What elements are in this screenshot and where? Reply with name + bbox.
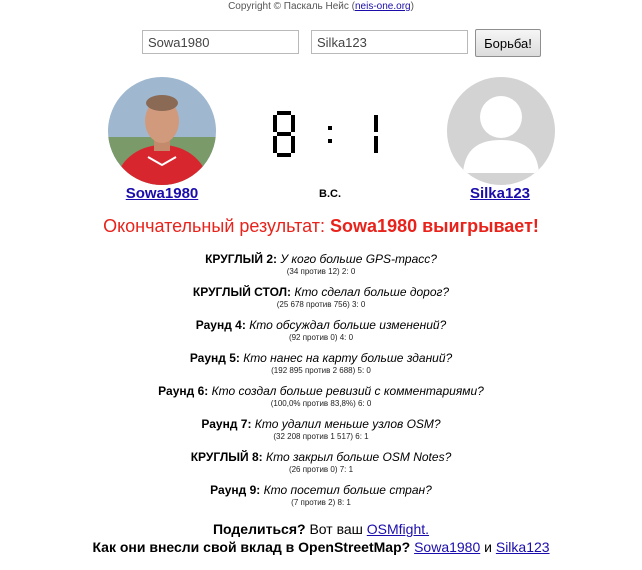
share-line xyxy=(0,520,642,538)
contribution-and: и xyxy=(484,539,492,555)
final-result xyxy=(0,216,642,237)
round-label: КРУГЛЫЙ 2: xyxy=(205,252,278,266)
round-label: Раунд 4: xyxy=(195,318,246,332)
round-question: Кто закрыл больше OSM Notes? xyxy=(266,450,452,464)
round-detail: (26 против 0) 7: 1 xyxy=(288,465,354,474)
contribution-label: Как они внесли свой вклад в OpenStreetMap? xyxy=(92,539,411,555)
round-item xyxy=(0,450,642,483)
vs-label: В.С. xyxy=(319,188,341,200)
round-detail: (7 против 2) 8: 1 xyxy=(291,498,351,507)
round-item xyxy=(0,351,642,384)
round-label: КРУГЛЫЙ 8: xyxy=(190,450,263,464)
round-item xyxy=(0,483,642,516)
round-question: Кто обсуждал больше изменений? xyxy=(249,318,447,332)
rounds-list xyxy=(0,252,642,516)
round-item xyxy=(0,252,642,285)
share-text: Вот ваш xyxy=(309,521,363,537)
osmfight-link[interactable]: OSMfight. xyxy=(366,521,430,537)
round-detail: (25 678 против 756) 3: 0 xyxy=(276,300,366,309)
default-avatar-icon xyxy=(447,77,555,185)
copyright-line xyxy=(0,0,642,13)
user1-avatar[interactable] xyxy=(108,77,216,185)
round-detail: (192 895 против 2 688) 5: 0 xyxy=(271,366,371,375)
round-label: Раунд 6: xyxy=(158,384,209,398)
copyright-end: ) xyxy=(410,1,414,12)
user2-input[interactable] xyxy=(311,30,468,54)
copyright-text: Copyright © Паскаль Нейс ( xyxy=(228,1,355,12)
score-right-digit xyxy=(374,115,378,153)
winner-text: Sowa1980 выигрывает! xyxy=(330,216,539,236)
user1-photo xyxy=(108,77,216,185)
share-label: Поделиться? xyxy=(212,521,306,537)
score-display xyxy=(270,110,385,160)
round-question: Кто удалил меньше узлов OSM? xyxy=(254,417,441,431)
fight-button[interactable]: Борьба! xyxy=(475,29,541,57)
user2-profile-link[interactable]: Silka123 xyxy=(469,185,531,202)
neis-one-link[interactable]: neis-one.org xyxy=(355,1,411,12)
round-question: Кто посетил больше стран? xyxy=(263,483,432,497)
round-label: КРУГЛЫЙ СТОЛ: xyxy=(192,285,292,299)
score-separator xyxy=(328,126,332,143)
contribution-line xyxy=(0,538,642,556)
round-label: Раунд 9: xyxy=(210,483,261,497)
round-item xyxy=(0,285,642,318)
round-question: Кто создал больше ревизий с комментариями? xyxy=(211,384,484,398)
final-result-prefix: Окончательный результат: xyxy=(103,216,326,236)
score-left-digit xyxy=(273,111,295,157)
round-detail: (100,0% против 83,8%) 6: 0 xyxy=(270,399,372,408)
round-item xyxy=(0,384,642,417)
round-detail: (92 против 0) 4: 0 xyxy=(288,333,354,342)
round-label: Раунд 5: xyxy=(189,351,240,365)
round-question: Кто сделал больше дорог? xyxy=(294,285,450,299)
round-detail: (32 208 против 1 517) 6: 1 xyxy=(273,432,369,441)
user1-profile-link[interactable]: Sowa1980 xyxy=(125,185,199,202)
round-detail: (34 против 12) 2: 0 xyxy=(286,267,356,276)
user2-contribution-link[interactable]: Silka123 xyxy=(495,539,550,555)
round-question: У кого больше GPS-трасс? xyxy=(280,252,437,266)
user2-avatar[interactable] xyxy=(447,77,555,185)
round-item xyxy=(0,318,642,351)
round-label: Раунд 7: xyxy=(201,417,252,431)
user1-input[interactable] xyxy=(142,30,299,54)
round-item xyxy=(0,417,642,450)
round-question: Кто нанес на карту больше зданий? xyxy=(243,351,453,365)
user1-contribution-link[interactable]: Sowa1980 xyxy=(414,539,481,555)
